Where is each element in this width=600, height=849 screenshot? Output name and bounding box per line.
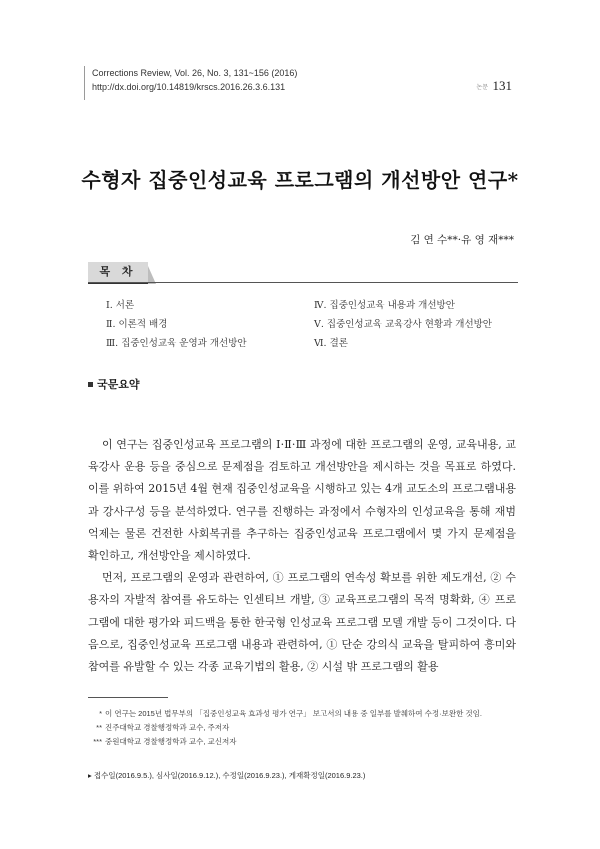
footnote — [88, 736, 528, 747]
table-of-contents — [88, 283, 518, 353]
paper-title: 수형자 집중인성교육 프로그램의 개선방안 연구* — [81, 168, 519, 192]
doi-link[interactable]: http://dx.doi.org/10.14819/krscs.2016.26.3.6.131 — [92, 82, 286, 92]
footnote-text: 중원대학교 경찰행정학과 교수, 교신저자 — [105, 737, 237, 746]
author-line: 김 연 수**·유 영 재*** — [410, 234, 514, 246]
abstract-paragraph: 먼저, 프로그램의 운영과 관련하여, ① 프로그램의 연속성 확보를 위한 제도개선, ② 수용자의 자발적 참여를 유도하는 인센티브 개발, ③ 교육프로그램의 목적 명확화, ④ 프로그램에 대한 평가와 피드백을 통한 한국형 인성교육 프로그램 모델 개발 등이 그것이다. 다음으로, 집중인성교육 프로그램 내용과 관련하여, ① 단순 강의식 교육을 탈피하여 흥미와 참여를 유발할 수 있는 각종 교육기법의 활용, ② 시설 밖 프로그램의 활용 — [88, 571, 516, 674]
footnote-text: 진주대학교 경찰행정학과 교수, 주저자 — [105, 723, 230, 732]
header-rule — [84, 66, 85, 100]
abstract-body — [88, 434, 516, 678]
section-heading — [88, 376, 140, 392]
toc-label-tab — [88, 262, 148, 284]
footnote-marker: * — [99, 709, 102, 718]
footnote — [88, 708, 528, 719]
toc-item[interactable]: Ⅰ. 서론 — [106, 300, 135, 311]
journal-citation: Corrections Review, Vol. 26, No. 3, 131~156 (2016) — [92, 68, 298, 78]
abstract-paragraph: 이 연구는 집중인성교육 프로그램의 Ⅰ·Ⅱ·Ⅲ 과정에 대한 프로그램의 운영, 교육내용, 교육강사 운용 등을 중심으로 문제점을 검토하고 개선방안을 제시하는 것을 목표로 하였다. 이를 위하여 2015년 4월 현재 집중인성교육을 시행하고 있는 4개 교도소의 프로그램내용과 강사구성 등을 분석하였다. 연구를 진행하는 과정에서 수형자의 인성교육을 통해 재범억제는 물론 건전한 사회복귀를 추구하는 집중인성교육 프로그램에서 몇 가지 문제점을 확인하고, 개선방안을 제시하였다. — [88, 438, 516, 563]
square-bullet-icon — [88, 382, 93, 387]
toc-item[interactable]: Ⅵ. 결론 — [314, 338, 348, 349]
page-number: 131 — [492, 78, 512, 93]
toc-item[interactable]: Ⅳ. 집중인성교육 내용과 개선방안 — [314, 300, 455, 311]
toc-item[interactable]: Ⅱ. 이론적 배경 — [106, 319, 168, 330]
submission-dates: ▸ 접수일(2016.9.5.), 심사일(2016.9.12.), 수정일(2016.9.23.), 게재확정일(2016.9.23.) — [88, 771, 366, 780]
page-mark: 논문 — [476, 84, 488, 91]
footnote-marker: ** — [96, 723, 102, 732]
footnote-text: 이 연구는 2015년 법무부의 「집중인성교육 효과성 평가 연구」 보고서의 내용 중 일부를 발췌하여 수정·보완한 것임. — [105, 709, 482, 718]
footnote-rule — [88, 697, 168, 698]
section-heading-text: 국문요약 — [97, 379, 140, 391]
footnote-marker: *** — [93, 737, 102, 746]
footnote — [88, 722, 528, 733]
toc-item[interactable]: Ⅲ. 집중인성교육 운영과 개선방안 — [106, 338, 247, 349]
toc-label: 목 차 — [99, 265, 137, 278]
toc-item[interactable]: Ⅴ. 집중인성교육 교육강사 현황과 개선방안 — [314, 319, 492, 330]
